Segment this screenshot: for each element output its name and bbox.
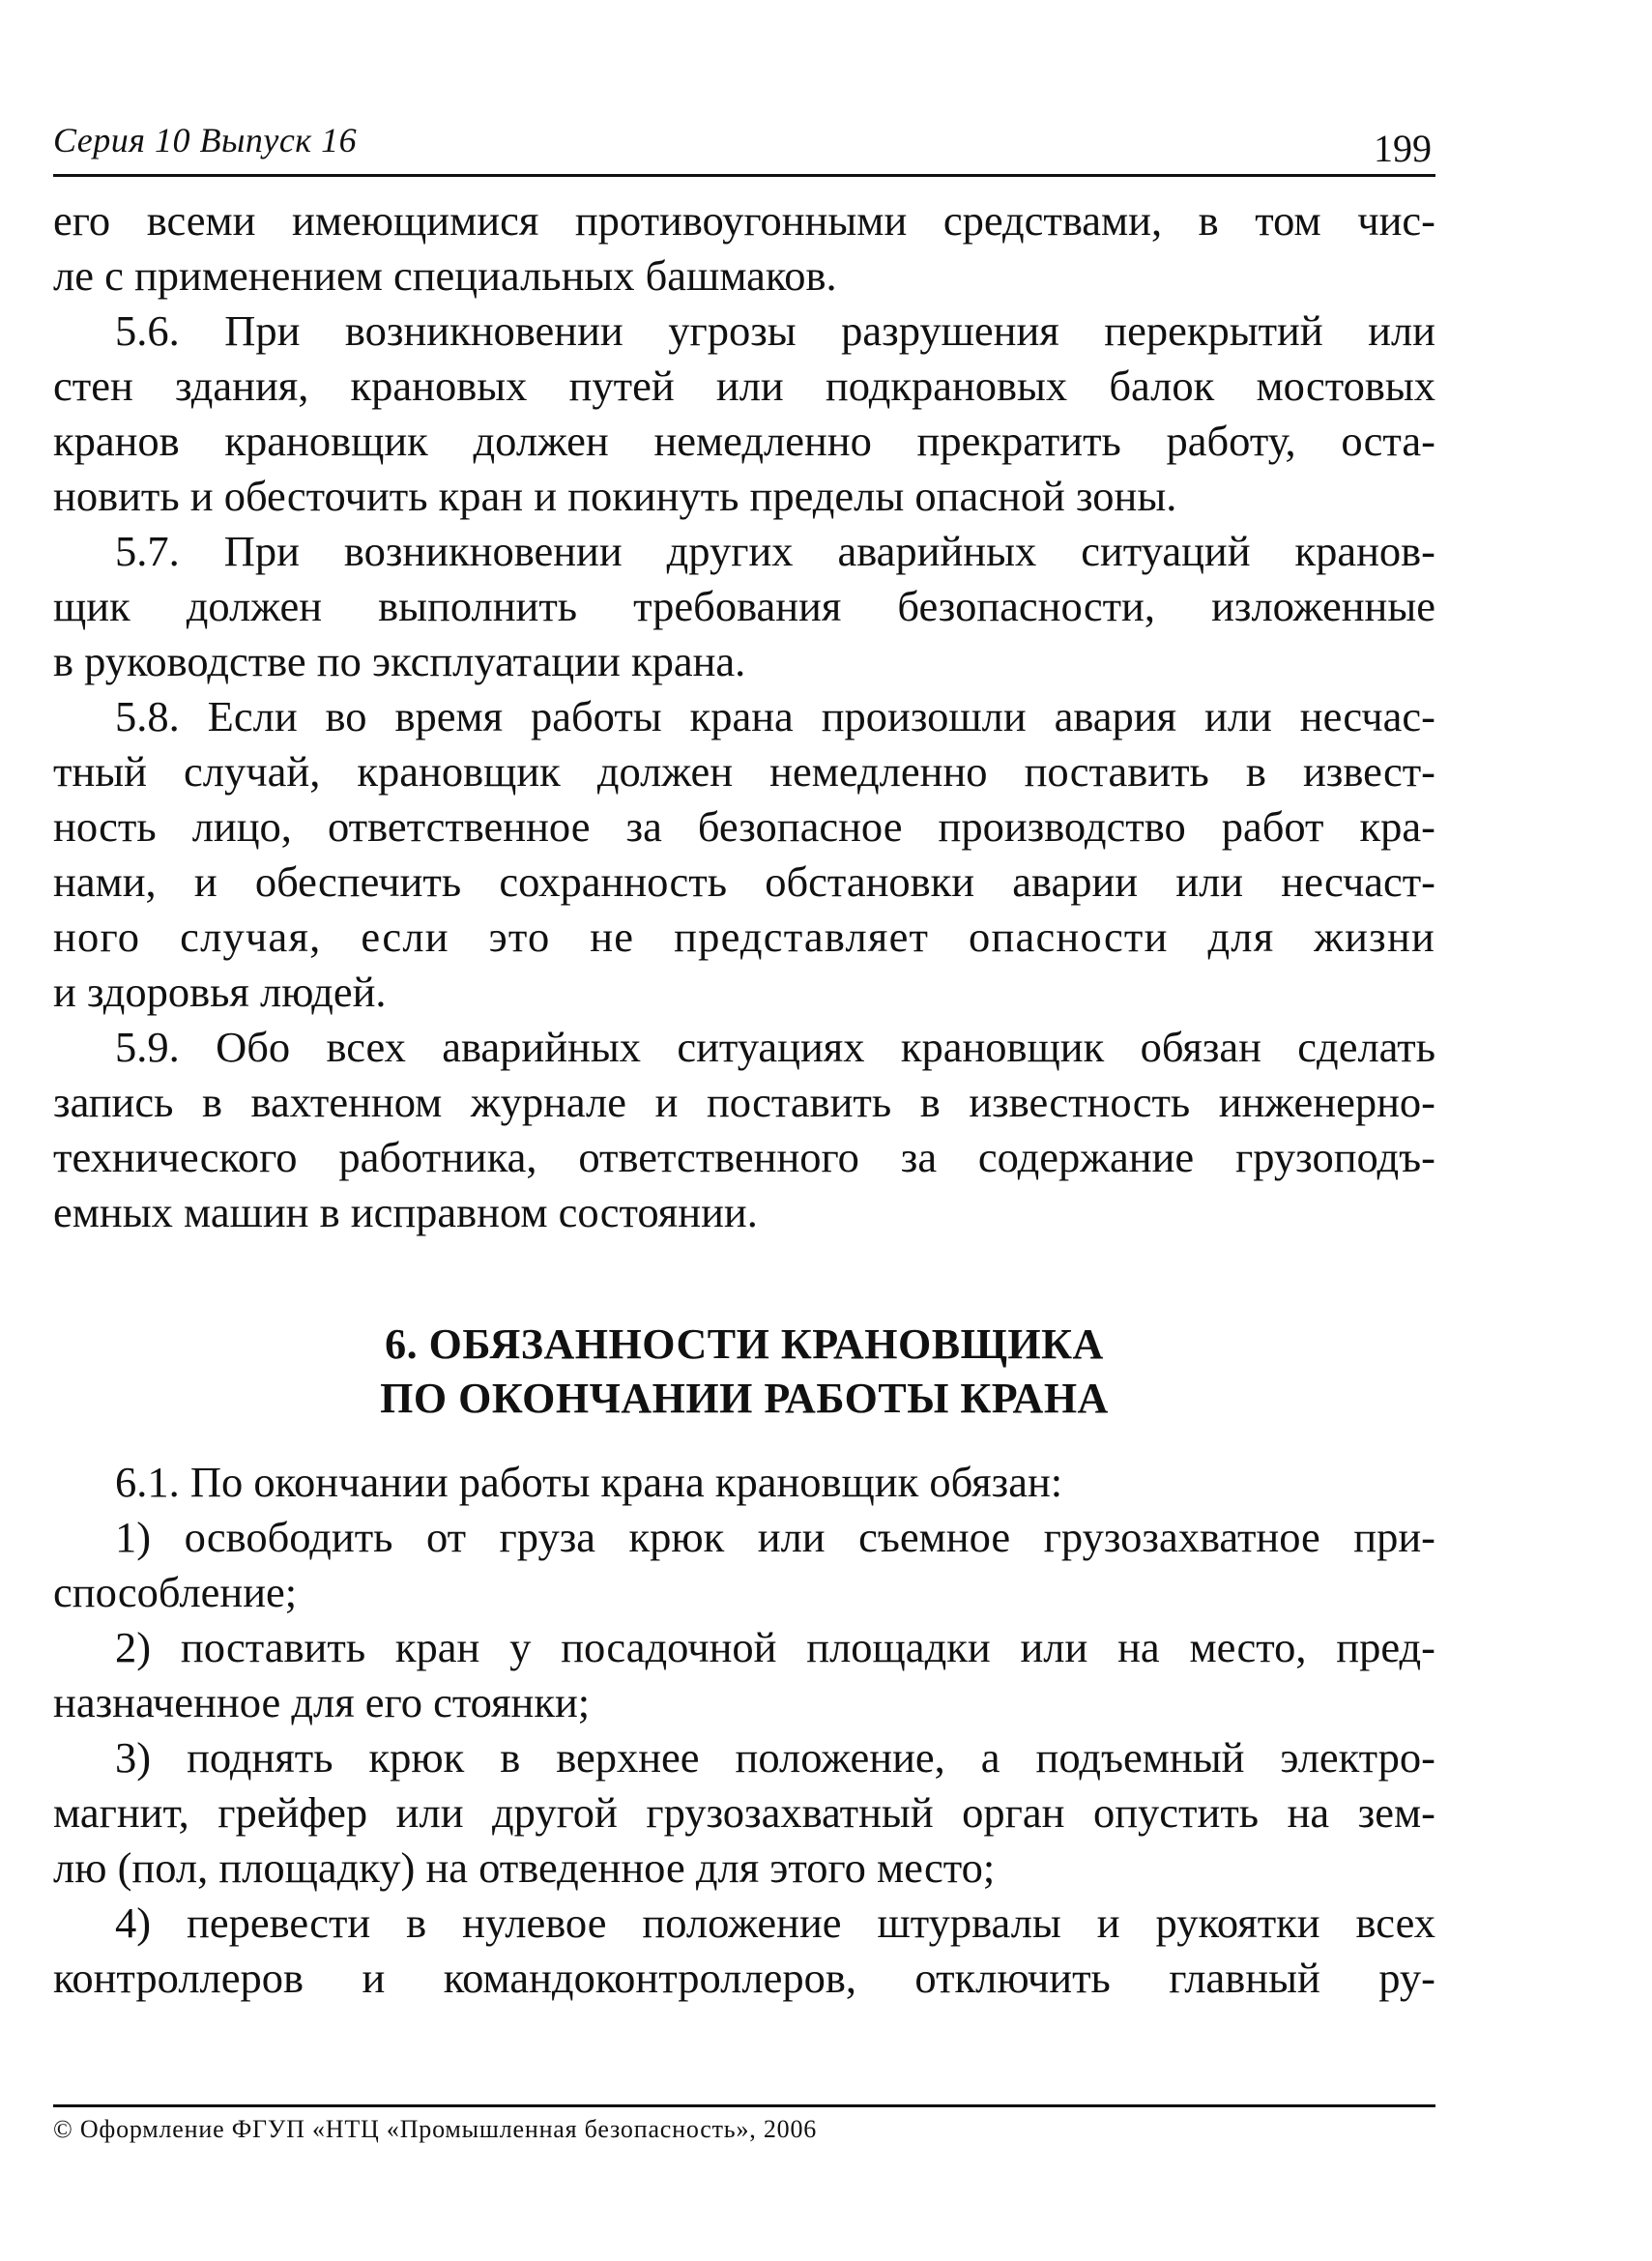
paragraph-5-8-start: 5.8. Если во время работы крана произошли авария или несчас- bbox=[115, 692, 1435, 740]
body-text bbox=[53, 193, 1435, 2006]
list-item-2-start: 2) поставить кран у посадочной площадки или на место, пред- bbox=[115, 1623, 1435, 1671]
text-line: новить и обесточить кран и покинуть пределы опасной зоны. bbox=[53, 472, 1177, 520]
text-line: кранов крановщик должен немедленно прекратить работу, оста- bbox=[53, 417, 1435, 465]
copyright-notice: © Оформление ФГУП «НТЦ «Промышленная безопасность», 2006 bbox=[53, 2115, 818, 2143]
text-line: и здоровья людей. bbox=[53, 968, 387, 1016]
text-line: лю (пол, площадку) на отведенное для этого место; bbox=[53, 1843, 996, 1892]
section-title-line-1: 6. ОБЯЗАННОСТИ КРАНОВЩИКА bbox=[385, 1320, 1104, 1368]
text-line: емных машин в исправном состоянии. bbox=[53, 1188, 758, 1236]
running-header bbox=[53, 116, 1435, 177]
series-issue-label: Серия 10 Выпуск 16 bbox=[53, 121, 358, 159]
list-item-4-start: 4) перевести в нулевое положение штурвалы и рукоятки всех bbox=[115, 1899, 1435, 1947]
text-line: ле с применением специальных башмаков. bbox=[53, 251, 837, 300]
text-line: ность лицо, ответственное за безопасное производство работ кра- bbox=[53, 802, 1435, 851]
text-line: тный случай, крановщик должен немедленно поставить в извест- bbox=[53, 747, 1435, 796]
text-line: контроллеров и командоконтроллеров, отключить главный ру- bbox=[53, 1954, 1435, 2002]
text-line: его всеми имеющимися противоугонными средствами, в том чис- bbox=[53, 196, 1435, 245]
paragraph-5-7-start: 5.7. При возникновении других аварийных ситуаций кранов- bbox=[115, 527, 1435, 575]
text-line: ного случая, если это не представляет опасности для жизни bbox=[53, 913, 1435, 961]
section-title-line-2: ПО ОКОНЧАНИИ РАБОТЫ КРАНА bbox=[380, 1375, 1109, 1422]
section-heading bbox=[53, 1318, 1435, 1426]
list-item-3-start: 3) поднять крюк в верхнее положение, а подъемный электро- bbox=[115, 1733, 1435, 1782]
list-item-1-start: 1) освободить от груза крюк или съемное грузозахватное при- bbox=[115, 1513, 1435, 1561]
text-line: щик должен выполнить требования безопасности, изложенные bbox=[53, 582, 1435, 630]
text-line: запись в вахтенном журнале и поставить в известность инженерно- bbox=[53, 1078, 1435, 1126]
text-line: стен здания, крановых путей или подкрановых балок мостовых bbox=[53, 362, 1435, 410]
text-line: назначенное для его стоянки; bbox=[53, 1678, 591, 1726]
page-number: 199 bbox=[1374, 127, 1432, 170]
text-line: технического работника, ответственного за содержание грузоподъ- bbox=[53, 1133, 1435, 1181]
paragraph-6-1-start: 6.1. По окончании работы крана крановщик обязан: bbox=[115, 1458, 1063, 1506]
page-footer bbox=[53, 2104, 1435, 2144]
text-line: способление; bbox=[53, 1568, 298, 1616]
text-line: нами, и обеспечить сохранность обстановки аварии или несчаст- bbox=[53, 857, 1435, 906]
text-line: магнит, грейфер или другой грузозахватный орган опустить на зем- bbox=[53, 1788, 1435, 1837]
paragraph-5-6-start: 5.6. При возникновении угрозы разрушения перекрытий или bbox=[115, 306, 1435, 355]
section-spacer bbox=[53, 1240, 1435, 1318]
text-line: в руководстве по эксплуатации крана. bbox=[53, 637, 746, 685]
paragraph-5-9-start: 5.9. Обо всех аварийных ситуациях крановщик обязан сделать bbox=[115, 1023, 1435, 1071]
